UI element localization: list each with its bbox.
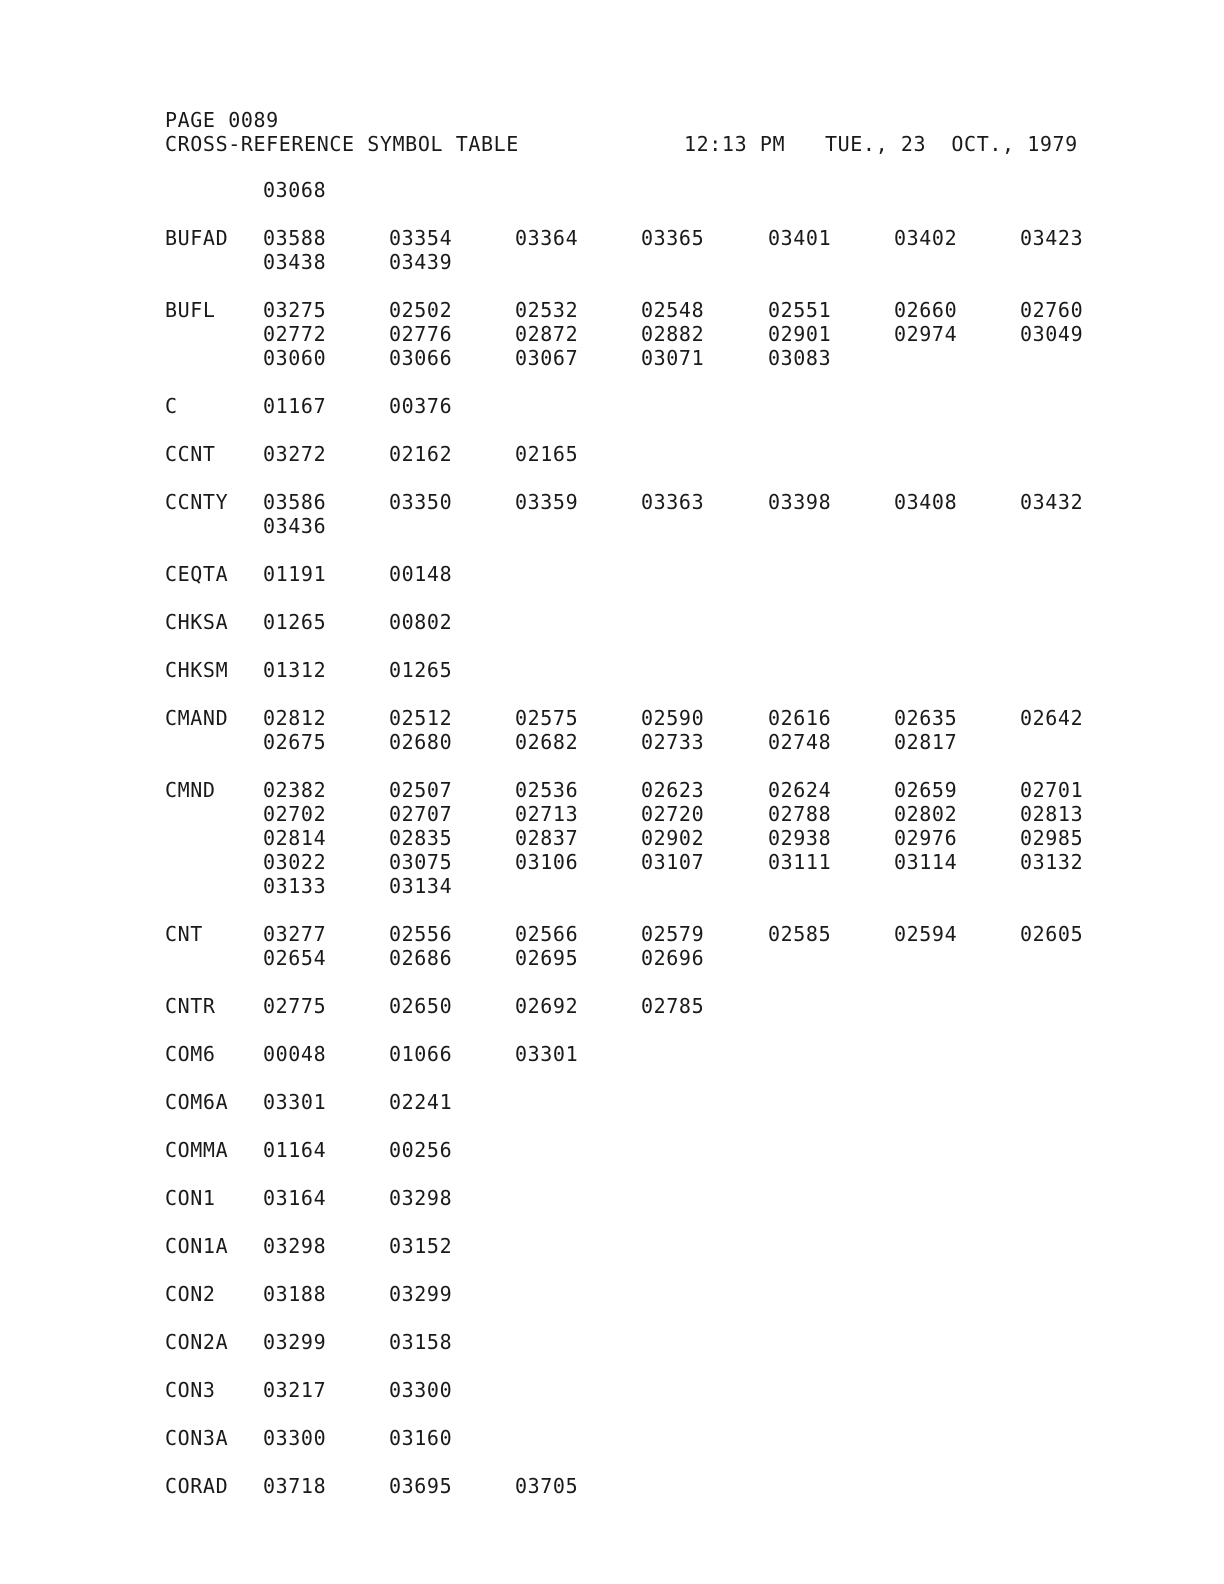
- reference-line-number: 02696: [641, 946, 705, 970]
- symbol-name: COMMA: [165, 1138, 229, 1162]
- reference-line-number: 03695: [389, 1474, 453, 1498]
- reference-line-number: 03067: [515, 346, 579, 370]
- reference-line-number: 03363: [641, 490, 705, 514]
- reference-line-number: 02162: [389, 442, 453, 466]
- reference-line-number: 03359: [515, 490, 579, 514]
- reference-line-number: 03432: [1020, 490, 1084, 514]
- reference-line-number: 03354: [389, 226, 453, 250]
- reference-line-number: 02682: [515, 730, 579, 754]
- symbol-name: CON3: [165, 1378, 216, 1402]
- reference-line-number: 02642: [1020, 706, 1084, 730]
- symbol-name: CCNTY: [165, 490, 229, 514]
- reference-line-number: 03068: [263, 178, 327, 202]
- symbol-name: CHKSM: [165, 658, 229, 682]
- reference-line-number: 02985: [1020, 826, 1084, 850]
- definition-line-number: 01312: [263, 658, 327, 682]
- definition-line-number: 00048: [263, 1042, 327, 1066]
- reference-line-number: 03114: [894, 850, 958, 874]
- reference-line-number: 03111: [768, 850, 832, 874]
- reference-line-number: 01265: [389, 658, 453, 682]
- reference-line-number: 02938: [768, 826, 832, 850]
- symbol-name: CON1A: [165, 1234, 229, 1258]
- page-number: PAGE 0089: [165, 108, 279, 132]
- reference-line-number: 03049: [1020, 322, 1084, 346]
- reference-line-number: 03160: [389, 1426, 453, 1450]
- definition-line-number: 01164: [263, 1138, 327, 1162]
- reference-line-number: 03408: [894, 490, 958, 514]
- reference-line-number: 03107: [641, 850, 705, 874]
- symbol-name: CON2: [165, 1282, 216, 1306]
- reference-line-number: 02713: [515, 802, 579, 826]
- definition-line-number: 01167: [263, 394, 327, 418]
- symbol-name: CCNT: [165, 442, 216, 466]
- reference-line-number: 02817: [894, 730, 958, 754]
- definition-line-number: 03217: [263, 1378, 327, 1402]
- reference-line-number: 02507: [389, 778, 453, 802]
- reference-line-number: 02720: [641, 802, 705, 826]
- reference-line-number: 00802: [389, 610, 453, 634]
- symbol-name: BUFAD: [165, 226, 229, 250]
- reference-line-number: 03300: [389, 1378, 453, 1402]
- reference-line-number: 03134: [389, 874, 453, 898]
- reference-line-number: 02707: [389, 802, 453, 826]
- reference-line-number: 02772: [263, 322, 327, 346]
- reference-line-number: 02536: [515, 778, 579, 802]
- symbol-name: COM6: [165, 1042, 216, 1066]
- reference-line-number: 03066: [389, 346, 453, 370]
- definition-line-number: 03588: [263, 226, 327, 250]
- reference-line-number: 02659: [894, 778, 958, 802]
- print-date: TUE., 23 OCT., 1979: [825, 132, 1078, 156]
- reference-line-number: 02532: [515, 298, 579, 322]
- reference-line-number: 00256: [389, 1138, 453, 1162]
- reference-line-number: 02585: [768, 922, 832, 946]
- reference-line-number: 03071: [641, 346, 705, 370]
- reference-line-number: 02556: [389, 922, 453, 946]
- reference-line-number: 00148: [389, 562, 453, 586]
- symbol-name: BUFL: [165, 298, 216, 322]
- reference-line-number: 03401: [768, 226, 832, 250]
- reference-line-number: 03423: [1020, 226, 1084, 250]
- reference-line-number: 02623: [641, 778, 705, 802]
- reference-line-number: 03364: [515, 226, 579, 250]
- reference-line-number: 03398: [768, 490, 832, 514]
- reference-line-number: 02882: [641, 322, 705, 346]
- reference-line-number: 02654: [263, 946, 327, 970]
- definition-line-number: 03298: [263, 1234, 327, 1258]
- reference-line-number: 02785: [641, 994, 705, 1018]
- reference-line-number: 03106: [515, 850, 579, 874]
- reference-line-number: 02813: [1020, 802, 1084, 826]
- definition-line-number: 03188: [263, 1282, 327, 1306]
- definition-line-number: 03299: [263, 1330, 327, 1354]
- definition-line-number: 01265: [263, 610, 327, 634]
- symbol-name: CEQTA: [165, 562, 229, 586]
- reference-line-number: 02575: [515, 706, 579, 730]
- reference-line-number: 02976: [894, 826, 958, 850]
- symbol-name: CON2A: [165, 1330, 229, 1354]
- symbol-name: CON1: [165, 1186, 216, 1210]
- symbol-name: COM6A: [165, 1090, 229, 1114]
- reference-line-number: 01066: [389, 1042, 453, 1066]
- definition-line-number: 03164: [263, 1186, 327, 1210]
- reference-line-number: 02502: [389, 298, 453, 322]
- definition-line-number: 02382: [263, 778, 327, 802]
- reference-line-number: 03439: [389, 250, 453, 274]
- symbol-name: CHKSA: [165, 610, 229, 634]
- reference-line-number: 02901: [768, 322, 832, 346]
- definition-line-number: 03277: [263, 922, 327, 946]
- reference-line-number: 02788: [768, 802, 832, 826]
- reference-line-number: 02814: [263, 826, 327, 850]
- reference-line-number: 03133: [263, 874, 327, 898]
- reference-line-number: 03365: [641, 226, 705, 250]
- reference-line-number: 03436: [263, 514, 327, 538]
- reference-line-number: 03158: [389, 1330, 453, 1354]
- definition-line-number: 02775: [263, 994, 327, 1018]
- table-title: CROSS-REFERENCE SYMBOL TABLE: [165, 132, 519, 156]
- reference-line-number: 02802: [894, 802, 958, 826]
- reference-line-number: 03152: [389, 1234, 453, 1258]
- reference-line-number: 03705: [515, 1474, 579, 1498]
- reference-line-number: 02680: [389, 730, 453, 754]
- reference-line-number: 03350: [389, 490, 453, 514]
- reference-line-number: 03299: [389, 1282, 453, 1306]
- reference-line-number: 02551: [768, 298, 832, 322]
- definition-line-number: 03275: [263, 298, 327, 322]
- reference-line-number: 03075: [389, 850, 453, 874]
- reference-line-number: 02548: [641, 298, 705, 322]
- definition-line-number: 02812: [263, 706, 327, 730]
- reference-line-number: 02760: [1020, 298, 1084, 322]
- symbol-name: CON3A: [165, 1426, 229, 1450]
- reference-line-number: 00376: [389, 394, 453, 418]
- reference-line-number: 02686: [389, 946, 453, 970]
- reference-line-number: 02902: [641, 826, 705, 850]
- symbol-name: CNTR: [165, 994, 216, 1018]
- definition-line-number: 03586: [263, 490, 327, 514]
- definition-line-number: 03301: [263, 1090, 327, 1114]
- reference-line-number: 03083: [768, 346, 832, 370]
- definition-line-number: 01191: [263, 562, 327, 586]
- reference-line-number: 02733: [641, 730, 705, 754]
- symbol-name: CNT: [165, 922, 203, 946]
- symbol-name: CMND: [165, 778, 216, 802]
- reference-line-number: 02624: [768, 778, 832, 802]
- reference-line-number: 02512: [389, 706, 453, 730]
- definition-line-number: 03300: [263, 1426, 327, 1450]
- reference-line-number: 03060: [263, 346, 327, 370]
- reference-line-number: 02835: [389, 826, 453, 850]
- reference-line-number: 02616: [768, 706, 832, 730]
- reference-line-number: 03402: [894, 226, 958, 250]
- reference-line-number: 03022: [263, 850, 327, 874]
- reference-line-number: 02701: [1020, 778, 1084, 802]
- definition-line-number: 03272: [263, 442, 327, 466]
- reference-line-number: 02837: [515, 826, 579, 850]
- reference-line-number: 02702: [263, 802, 327, 826]
- reference-line-number: 02590: [641, 706, 705, 730]
- reference-line-number: 03301: [515, 1042, 579, 1066]
- symbol-name: CMAND: [165, 706, 229, 730]
- reference-line-number: 02579: [641, 922, 705, 946]
- reference-line-number: 02660: [894, 298, 958, 322]
- reference-line-number: 02594: [894, 922, 958, 946]
- reference-line-number: 02872: [515, 322, 579, 346]
- symbol-name: CORAD: [165, 1474, 229, 1498]
- reference-line-number: 02241: [389, 1090, 453, 1114]
- symbol-name: C: [165, 394, 178, 418]
- reference-line-number: 02635: [894, 706, 958, 730]
- reference-line-number: 02695: [515, 946, 579, 970]
- reference-line-number: 02748: [768, 730, 832, 754]
- print-time: 12:13 PM: [684, 132, 786, 156]
- reference-line-number: 02605: [1020, 922, 1084, 946]
- reference-line-number: 03132: [1020, 850, 1084, 874]
- reference-line-number: 02165: [515, 442, 579, 466]
- reference-line-number: 03298: [389, 1186, 453, 1210]
- reference-line-number: 02974: [894, 322, 958, 346]
- reference-line-number: 02692: [515, 994, 579, 1018]
- definition-line-number: 03718: [263, 1474, 327, 1498]
- reference-line-number: 03438: [263, 250, 327, 274]
- reference-line-number: 02650: [389, 994, 453, 1018]
- reference-line-number: 02776: [389, 322, 453, 346]
- reference-line-number: 02675: [263, 730, 327, 754]
- reference-line-number: 02566: [515, 922, 579, 946]
